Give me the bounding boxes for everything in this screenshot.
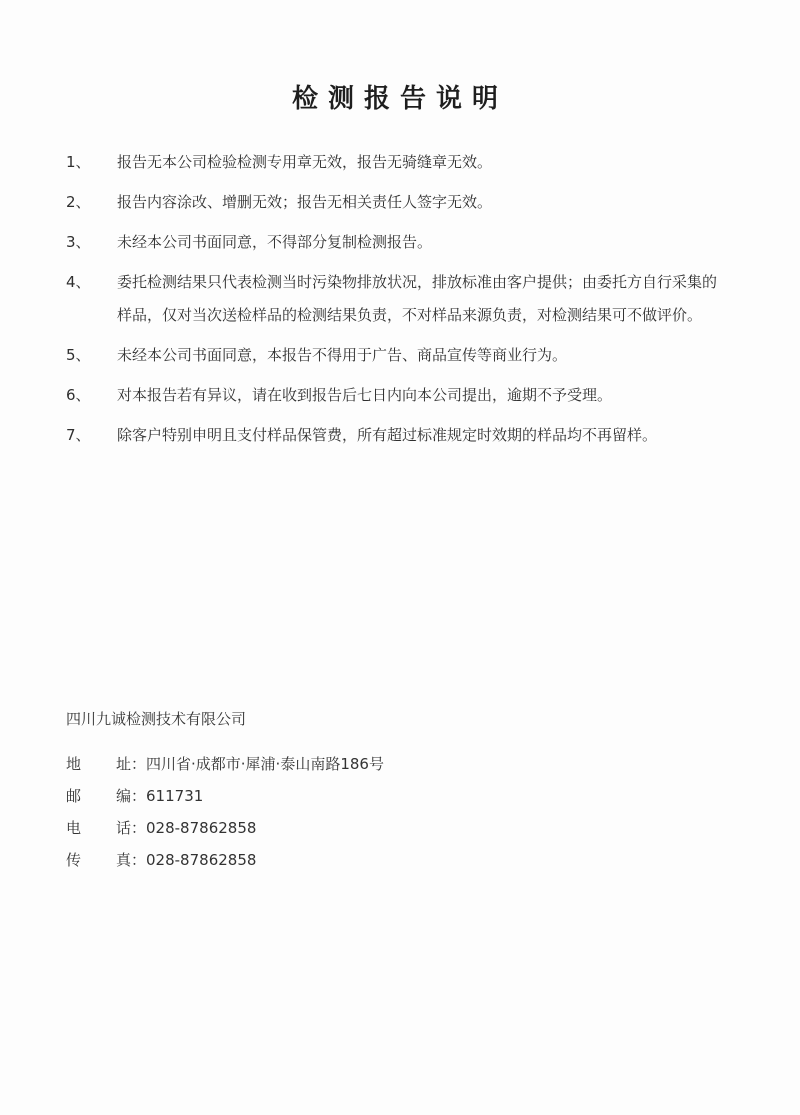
item-text: 未经本公司书面同意，本报告不得用于广告、商品宣传等商业行为。 bbox=[117, 346, 568, 364]
contact-phone bbox=[66, 812, 384, 844]
list-item bbox=[0, 379, 800, 412]
item-text: 委托检测结果只代表检测当时污染物排放状况，排放标准由客户提供；由委托方自行采集的样品，仅对当次送检样品的检测结果负责，不对样品来源负责，对检测结果可不做评价。 bbox=[117, 273, 718, 324]
contact-value: 611731 bbox=[146, 787, 204, 805]
list-item bbox=[0, 146, 800, 179]
item-number: 6、 bbox=[66, 386, 91, 404]
contact-label: 邮 bbox=[66, 787, 82, 805]
contact-value: 四川省·成都市·犀浦·泰山南路186号 bbox=[146, 755, 384, 773]
contact-postcode bbox=[66, 780, 384, 812]
item-number: 7、 bbox=[66, 426, 91, 444]
contact-label-suffix: 真： bbox=[116, 851, 147, 869]
item-text: 除客户特别申明且支付样品保管费，所有超过标准规定时效期的样品均不再留样。 bbox=[117, 426, 658, 444]
item-number: 2、 bbox=[66, 193, 91, 211]
item-text: 报告无本公司检验检测专用章无效，报告无骑缝章无效。 bbox=[117, 153, 493, 171]
notice-list bbox=[0, 146, 800, 459]
page-title: 检测报告说明 bbox=[291, 84, 508, 114]
list-item bbox=[0, 419, 800, 452]
contact-label: 电 bbox=[66, 819, 82, 837]
list-item bbox=[0, 266, 800, 332]
item-text: 报告内容涂改、增删无效；报告无相关责任人签字无效。 bbox=[117, 193, 493, 211]
item-number: 5、 bbox=[66, 346, 91, 364]
item-number: 4、 bbox=[66, 273, 91, 291]
item-text: 未经本公司书面同意，不得部分复制检测报告。 bbox=[117, 233, 433, 251]
list-item bbox=[0, 186, 800, 219]
item-text: 对本报告若有异议，请在收到报告后七日内向本公司提出，逾期不予受理。 bbox=[117, 386, 613, 404]
contact-label-suffix: 址： bbox=[116, 755, 147, 773]
contact-value: 028-87862858 bbox=[146, 819, 257, 837]
contact-value: 028-87862858 bbox=[146, 851, 257, 869]
item-number: 1、 bbox=[66, 153, 91, 171]
contact-label: 地 bbox=[66, 755, 82, 773]
contact-fax bbox=[66, 844, 384, 876]
contact-label: 传 bbox=[66, 851, 82, 869]
contact-label-suffix: 编： bbox=[116, 787, 147, 805]
contact-info bbox=[66, 748, 384, 876]
contact-label-suffix: 话： bbox=[116, 819, 147, 837]
company-name: 四川九诚检测技术有限公司 bbox=[66, 710, 247, 728]
list-item bbox=[0, 226, 800, 259]
item-number: 3、 bbox=[66, 233, 91, 251]
contact-address bbox=[66, 748, 384, 780]
list-item bbox=[0, 339, 800, 372]
